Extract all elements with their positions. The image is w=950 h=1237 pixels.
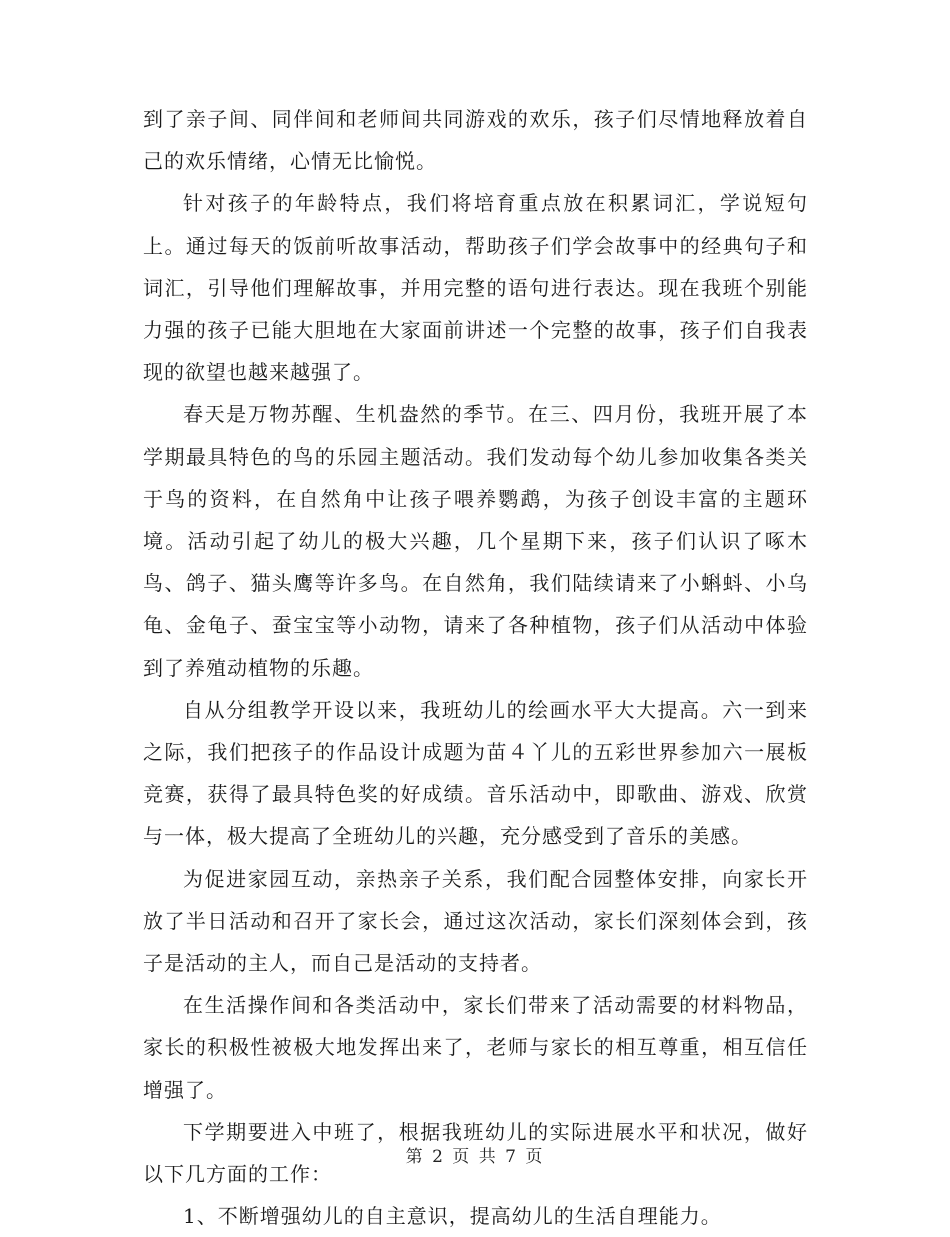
page-number-footer: 第 2 页 共 7 页 xyxy=(405,1147,545,1167)
paragraph-item-1: 1、不断增强幼儿的自主意识，提高幼儿的生活自理能力。 xyxy=(183,1204,722,1229)
paragraph-vocabulary: 针对孩子的年龄特点，我们将培育重点放在积累词汇，学说短句上。通过每天的饭前听故事活动，帮助孩子们学会故事中的经典句子和词汇，引导他们理解故事，并用完整的语句进行表达。现在我班个别能力强的孩子已能大胆地在大家面前讲述一个完整的故事，孩子们自我表现的欲望也越来越强了。 xyxy=(143,191,808,385)
paragraph-next-term: 下学期要进入中班了，根据我班幼儿的实际进展水平和状况，做好以下几方面的工作： xyxy=(143,1119,808,1187)
document-body xyxy=(143,98,808,1237)
paragraph-spring-activity: 春天是万物苏醒、生机盎然的季节。在三、四月份，我班开展了本学期最具特色的鸟的乐园主题活动。我们发动每个幼儿参加收集各类关于鸟的资料，在自然角中让孩子喂养鹦鹉，为孩子创设丰富的主题环境。活动引起了幼儿的极大兴趣，几个星期下来，孩子们认识了啄木鸟、鸽子、猫头鹰等许多鸟。在自然角，我们陆续请来了小蝌蚪、小乌龟、金龟子、蚕宝宝等小动物，请来了各种植物，孩子们从活动中体验到了养殖动植物的乐趣。 xyxy=(143,402,808,680)
paragraph-parents: 在生活操作间和各类活动中，家长们带来了活动需要的材料物品，家长的积极性被极大地发挥出来了，老师与家长的相互尊重，相互信任增强了。 xyxy=(143,993,808,1102)
paragraph-art-music: 自从分组教学开设以来，我班幼儿的绘画水平大大提高。六一到来之际，我们把孩子的作品设计成题为苗４丫儿的五彩世界参加六一展板竞赛，获得了最具特色奖的好成绩。音乐活动中，即歌曲、游戏、欣赏与一体，极大提高了全班幼儿的兴趣，充分感受到了音乐的美感。 xyxy=(143,697,808,849)
paragraph-continuation: 到了亲子间、同伴间和老师间共同游戏的欢乐，孩子们尽情地释放着自己的欢乐情绪，心情无比愉悦。 xyxy=(143,107,808,174)
paragraph-home-school: 为促进家园互动，亲热亲子关系，我们配合园整体安排，向家长开放了半日活动和召开了家长会，通过这次活动，家长们深刻体会到，孩子是活动的主人，而自己是活动的支持者。 xyxy=(143,866,808,976)
